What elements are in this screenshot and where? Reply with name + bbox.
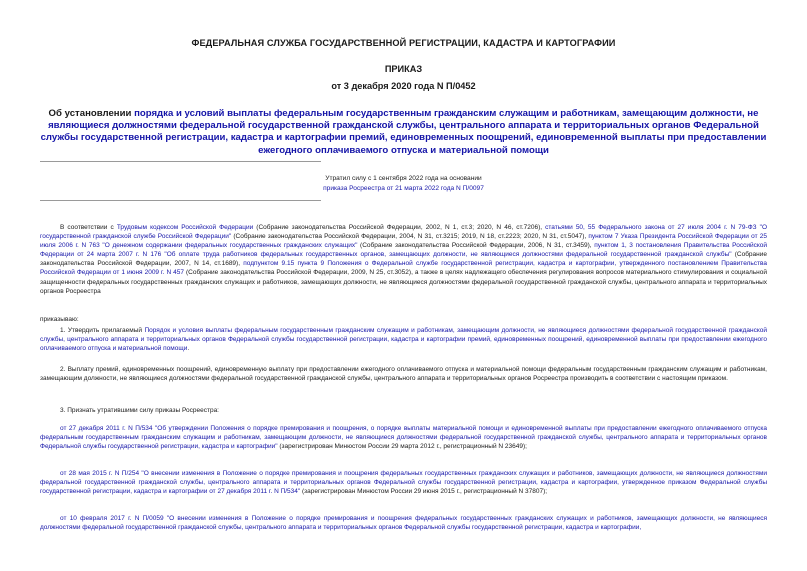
item-1 bbox=[40, 326, 767, 353]
item-1-text: 1. Утвердить прилагаемый bbox=[60, 327, 145, 334]
preamble-text: (Собрание законодательства Российской Федерации, 2009, N 25, ст.3052), а также в целях надлежащего обеспечения регулирования вопросов материального стимулирования и социальной защищенности федеральных государственных гражданских служащих и работников, замещающих должности, не являющиеся должностями федеральной государственной гражданской службы, центрального аппарата и территориальных органов Росреестра bbox=[40, 269, 767, 295]
preamble-text: (Собрание законодательства Российской Федерации, 2006, N 31, ст.3459), bbox=[357, 242, 595, 250]
repealed-order-2-tail: (зарегистрирован Минюстом России 29 июня 2015 г., регистрационный N 37807); bbox=[300, 488, 548, 496]
rosreestr-regulation-link[interactable]: подпунктом 9.15 пункта 9 Положения о Федеральной службе государственной регистрации, кадастра и картографии, утвержденного постановлением Правительства Российской Федерации от 1 июня 2009 г. N 457 bbox=[40, 260, 767, 277]
repealed-order-2 bbox=[40, 469, 767, 496]
repealed-order-3 bbox=[40, 514, 767, 532]
labor-code-link[interactable]: Трудовым кодексом Российской Федерации bbox=[116, 224, 254, 231]
doc-title bbox=[40, 108, 767, 157]
agency-name: ФЕДЕРАЛЬНАЯ СЛУЖБА ГОСУДАРСТВЕННОЙ РЕГИСТРАЦИИ, КАДАСТРА И КАРТОГРАФИИ bbox=[191, 38, 616, 48]
presidential-decree-link[interactable]: пунктом 7 Указа Президента Российской Федерации от 25 июля 2006 г. N 763 "О денежном содержании федеральных государственных гражданских служащих" bbox=[40, 233, 767, 250]
civil-service-law-link[interactable]: статьями 50, 55 Федерального закона от 27 июля 2004 г. N 79-ФЗ "О государственной гражданской службе Российской Федерации" bbox=[40, 224, 768, 241]
item-1-text: . bbox=[187, 345, 190, 353]
divider-bottom bbox=[40, 200, 321, 201]
title-prefix: Об установлении bbox=[48, 108, 135, 119]
government-resolution-link[interactable]: пунктом 1, 3 постановления Правительства Российской Федерации от 24 марта 2007 г. N 176 "Об оплате труда работников федеральных государственных органов, замещающих должности, не являющиеся должностями федеральной государственной гражданской службы" bbox=[40, 242, 768, 259]
repealed-order-1-tail: (зарегистрирован Минюстом России 29 марта 2012 г., регистрационный N 23649); bbox=[277, 443, 527, 451]
lost-force-link-line bbox=[0, 185, 807, 192]
preamble-text: В соответствии с bbox=[60, 224, 117, 231]
lost-force-note: Утратил силу с 1 сентября 2022 года на основании bbox=[325, 175, 482, 182]
doc-date: от 3 декабря 2020 года N П/0452 bbox=[331, 81, 476, 91]
preamble-text: (Собрание законодательства Российской Федерации, 2004, N 31, ст.3215; 2019, N 18, ст.2223; 2020, N 31, ст.5047), bbox=[231, 233, 589, 241]
repealed-order-1-link[interactable]: от 27 декабря 2011 г. N П/534 "Об утверждении Положения о порядке премирования и поощрения, о порядке выплаты материальной помощи и единовременной выплаты при предоставлении ежегодного оплачиваемого отпуска федеральным государственным гражданским служащим и работникам, замещающим должности, не являющиеся должностями федеральной государственной гражданской службы, центрального аппарата и территориальных органов Федеральной службы государственной регистрации, кадастра и картографии" bbox=[40, 425, 767, 451]
divider-top bbox=[40, 161, 321, 162]
orders-word: приказываю: bbox=[40, 316, 79, 323]
procedure-link[interactable]: Порядок и условия выплаты федеральным государственным гражданским служащим и работникам, замещающим должности, не являющиеся должностями федеральной государственной гражданской службы, центрального аппарата и территориальных органов Федеральной службы государственной регистрации, кадастра и картографии премий, единовременных поощрений, единовременной выплаты при предоставлении ежегодного оплачиваемого отпуска и материальной помощи bbox=[40, 327, 767, 353]
doc-type: ПРИКАЗ bbox=[384, 64, 423, 74]
item-2: 2. Выплату премий, единовременных поощрений, единовременную выплату при предоставлении ежегодного оплачиваемого отпуска и материальной помощи федеральным государственным гражданским служащим и работникам, замещающим должности, не являющиеся должностями федеральной государственной гражданской службы, центрального аппарата и территориальных органов Росреестра производить в соответствии с настоящим приказом. bbox=[40, 366, 767, 383]
preamble-text: (Собрание законодательства Российской Федерации, 2002, N 1, ст.3; 2020, N 46, ст.7206), bbox=[253, 224, 546, 231]
repealed-order-3-link[interactable]: от 10 февраля 2017 г. N П/0059 "О внесении изменения в Положение о порядке премирования и поощрения федеральных государственных гражданских служащих и работников, замещающих должности, не являющиеся должностями федеральной государственной гражданской службы, центрального аппарата и территориальных органов Федеральной службы государственной регистрации, кадастра и картографии, bbox=[40, 515, 767, 532]
title-link[interactable]: порядка и условий выплаты федеральным государственным гражданским служащим и работникам, замещающим должности, не являющиеся должностями федеральной государственной гражданской службы, центрального аппарата и территориальных органов Федеральной службы государственной регистрации, кадастра и картографии премий, единовременных поощрений, единовременной выплаты при предоставлении ежегодного оплачиваемого отпуска и материальной помощи bbox=[40, 108, 767, 156]
repealed-order-2-link[interactable]: от 28 мая 2015 г. N П/254 "О внесении изменения в Положение о порядке премирования и поощрения федеральных государственных гражданских служащих и работников, замещающих должности, не являющиеся должностями федеральной государственной гражданской службы, центрального аппарата и территориальных органов Федеральной службы государственной регистрации, кадастра и картографии, утвержденное приказом Федеральной службы государственной регистрации, кадастра и картографии от 27 декабря 2011 г. N П/534" bbox=[40, 470, 767, 496]
preamble-text: (Собрание законодательства Российской Федерации, 2007, N 14, ст.1689), bbox=[40, 251, 767, 268]
preamble-paragraph bbox=[40, 223, 767, 296]
item-3: 3. Признать утратившими силу приказы Росреестра: bbox=[60, 407, 219, 414]
repealed-order-1 bbox=[40, 424, 767, 451]
lost-force-link[interactable]: приказа Росреестра от 21 марта 2022 года N П/0097 bbox=[323, 185, 484, 192]
